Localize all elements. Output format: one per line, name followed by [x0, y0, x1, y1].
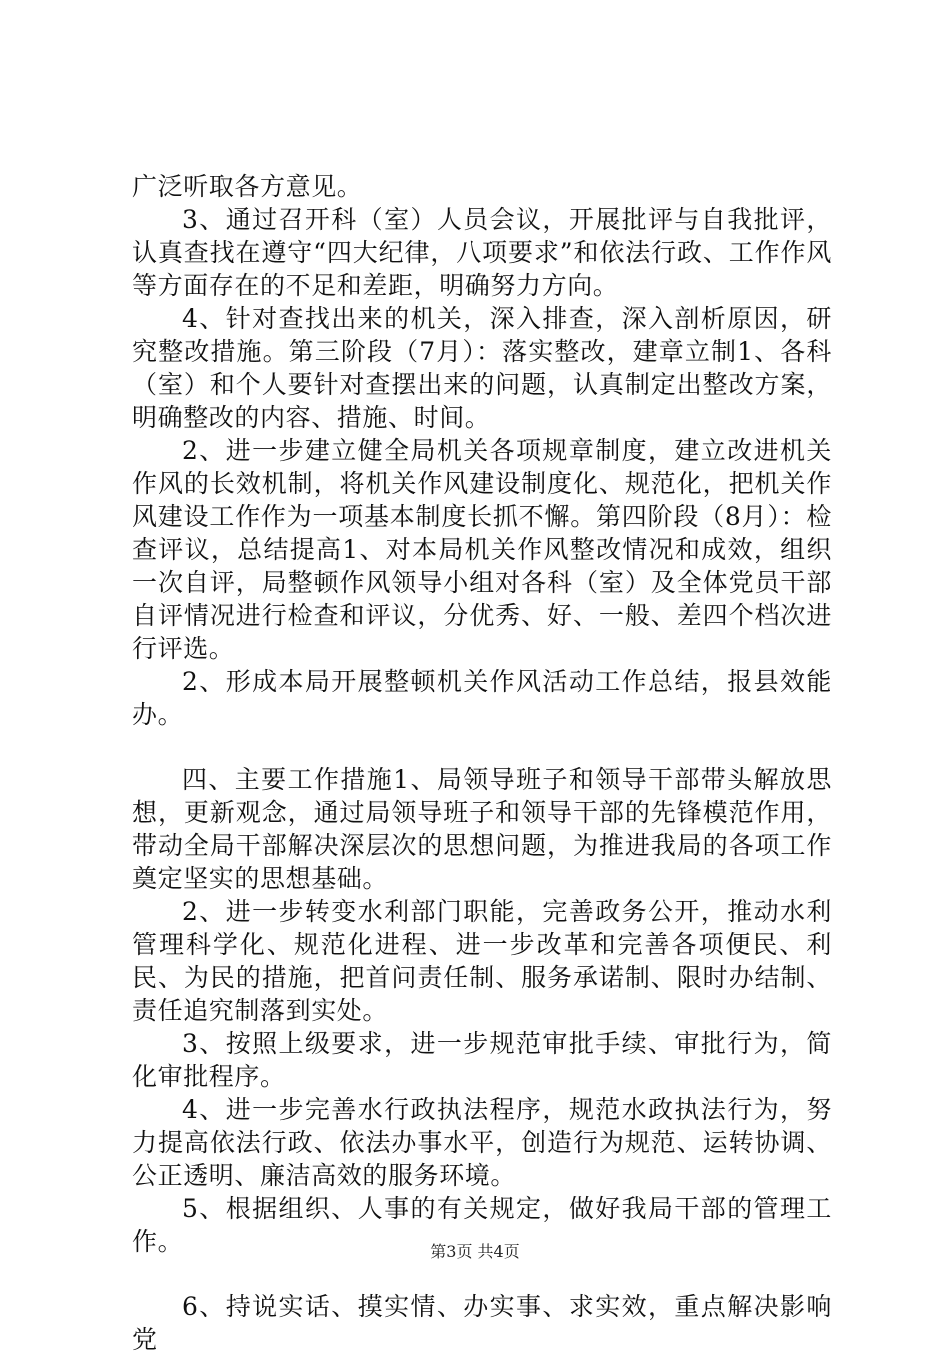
paragraph-6: 四、主要工作措施1、局领导班子和领导干部带头解放思想，更新观念，通过局领导班子和领导干部的先锋模范作用，带动全局干部解决深层次的思想问题，为推进我局的各项工作奠定坚实的思想基础。	[132, 765, 832, 893]
paragraph-4: 2、进一步建立健全局机关各项规章制度，建立改进机关作风的长效机制，将机关作风建设制度化、规范化，把机关作风建设工作作为一项基本制度长抓不懈。第四阶段（8月）：检查评议，总结提高1、对本局机关作风整改情况和成效，组织一次自评，局整顿作风领导小组对各科（室）及全体党员干部自评情况进行检查和评议，分优秀、好、一般、差四个档次进行评选。	[132, 436, 832, 663]
paragraph-5: 2、形成本局开展整顿机关作风活动工作总结，报县效能办。	[132, 667, 832, 729]
paragraph-9: 4、进一步完善水行政执法程序，规范水政执法行为，努力提高依法行政、依法办事水平，创造行为规范、运转协调、公正透明、廉洁高效的服务环境。	[132, 1095, 832, 1190]
paragraph-7: 2、进一步转变水利部门职能，完善政务公开，推动水利管理科学化、规范化进程、进一步改革和完善各项便民、利民、为民的措施，把首问责任制、服务承诺制、限时办结制、责任追究制落到实处。	[132, 897, 832, 1025]
page-footer: 第3页 共4页	[430, 1242, 520, 1261]
document-body	[132, 170, 832, 1356]
paragraph-3: 4、针对查找出来的机关，深入排查，深入剖析原因，研究整改措施。第三阶段（7月）：落实整改，建章立制1、各科（室）和个人要针对查摆出来的问题，认真制定出整改方案，明确整改的内容、措施、时间。	[132, 304, 832, 432]
paragraph-11: 6、持说实话、摸实情、办实事、求实效，重点解决影响党	[132, 1292, 832, 1354]
paragraph-10: 5、根据组织、人事的有关规定，做好我局干部的管理工作。	[132, 1194, 832, 1256]
paragraph-2: 3、通过召开科（室）人员会议，开展批评与自我批评，认真查找在遵守“四大纪律，八项要求”和依法行政、工作作风等方面存在的不足和差距，明确努力方向。	[132, 205, 832, 300]
paragraph-1: 广泛听取各方意见。	[132, 172, 363, 201]
paragraph-8: 3、按照上级要求，进一步规范审批手续、审批行为，简化审批程序。	[132, 1029, 832, 1091]
